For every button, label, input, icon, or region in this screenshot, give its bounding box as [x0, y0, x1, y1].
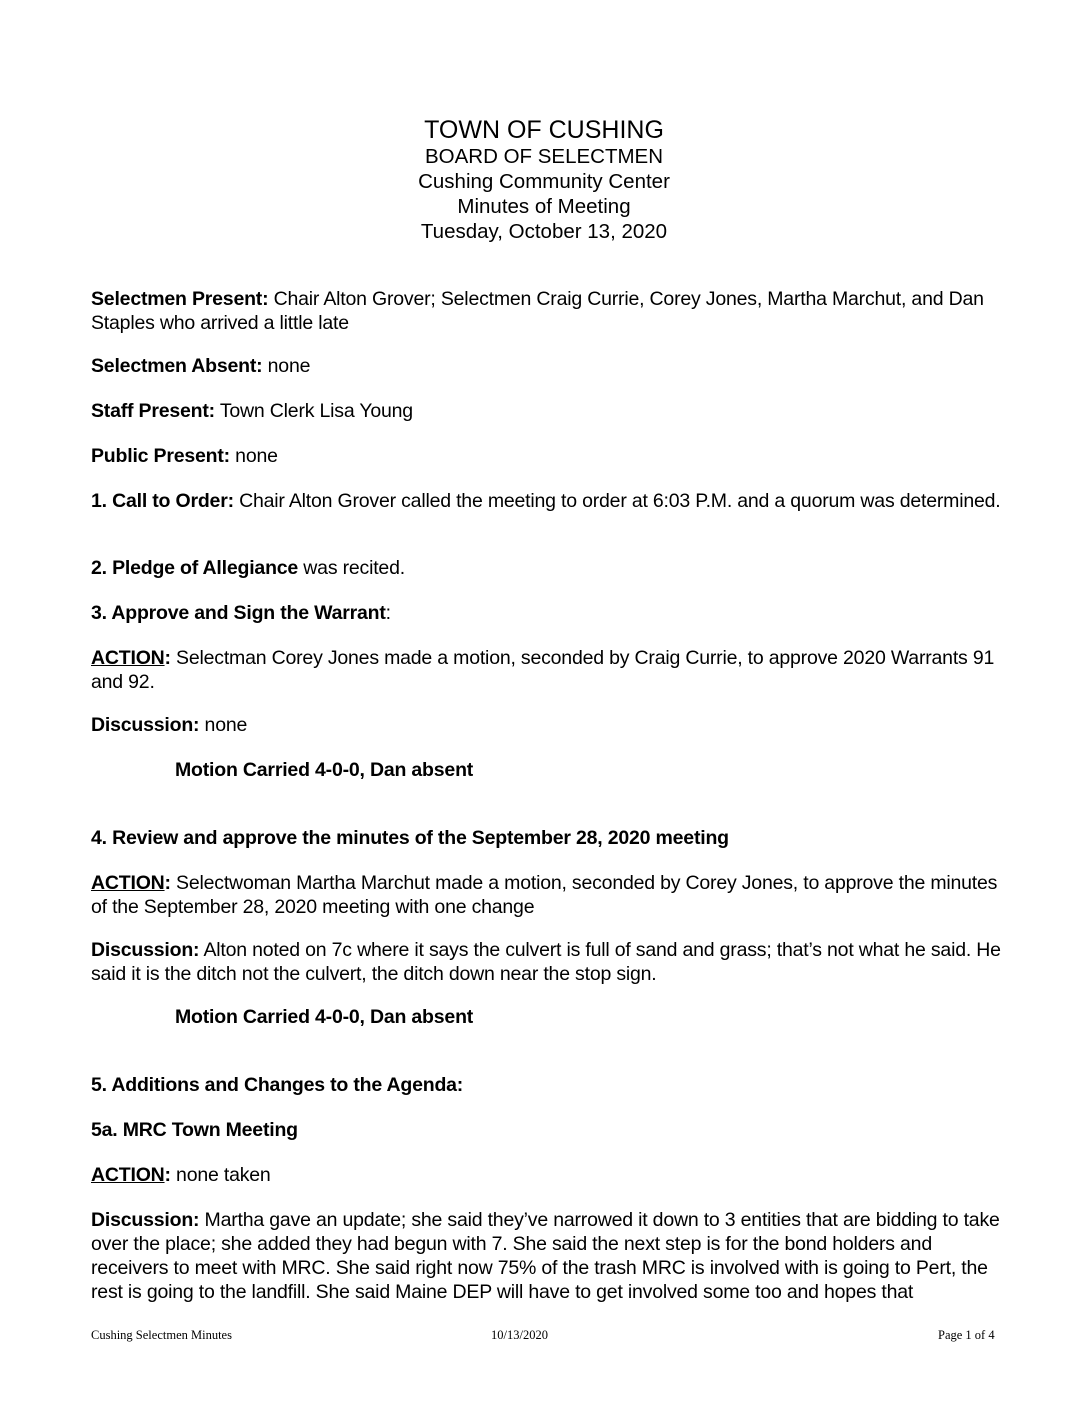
selectmen-present-label: Selectmen Present: — [91, 288, 269, 310]
action-colon: : — [164, 647, 171, 669]
minutes-motion-result: Motion Carried 4-0-0, Dan absent — [175, 1006, 474, 1028]
pledge-of-allegiance — [91, 556, 1011, 580]
action-label: ACTION — [91, 872, 165, 894]
pledge-text: was recited. — [298, 557, 405, 579]
selectmen-absent-value: none — [262, 355, 311, 377]
minutes-action — [91, 871, 1011, 919]
warrant-action-text: Selectman Corey Jones made a motion, seconded by Craig Currie, to approve 2020 Warrants 91 and 92. — [91, 647, 995, 693]
selectmen-absent-label: Selectmen Absent: — [91, 355, 263, 377]
action-label: ACTION — [91, 647, 165, 669]
public-present-value: none — [229, 445, 278, 467]
warrant-action — [91, 646, 1011, 694]
selectmen-present — [91, 287, 1011, 335]
meeting-date: Tuesday, October 13, 2020 — [420, 220, 668, 243]
warrant-heading — [91, 601, 1011, 625]
selectmen-absent — [91, 354, 1011, 378]
mrc-discussion — [91, 1208, 1011, 1304]
action-colon: : — [164, 1164, 171, 1186]
mrc-action-text: none taken — [170, 1164, 271, 1186]
meeting-location: Cushing Community Center — [418, 170, 670, 193]
mrc-heading: 5a. MRC Town Meeting — [91, 1119, 298, 1141]
document-header — [0, 116, 1088, 244]
staff-present-label: Staff Present: — [91, 400, 215, 422]
public-present — [91, 444, 1011, 468]
agenda-changes-heading: 5. Additions and Changes to the Agenda: — [91, 1074, 464, 1096]
discussion-label: Discussion: — [91, 939, 200, 961]
staff-present-value: Town Clerk Lisa Young — [214, 400, 413, 422]
document-type: Minutes of Meeting — [457, 195, 631, 218]
warrant-discussion — [91, 713, 1011, 737]
minutes-discussion — [91, 938, 1011, 986]
board-title: BOARD OF SELECTMEN — [424, 145, 664, 168]
selectmen-present-value: Chair Alton Grover; Selectmen Craig Currie, Corey Jones, Martha Marchut, and Dan Staples who arrived a little late — [91, 288, 984, 334]
action-colon: : — [164, 872, 171, 894]
discussion-label: Discussion: — [91, 1209, 200, 1231]
public-present-label: Public Present: — [91, 445, 230, 467]
action-label: ACTION — [91, 1164, 165, 1186]
discussion-label: Discussion: — [91, 714, 200, 736]
staff-present — [91, 399, 1011, 423]
warrant-heading-colon: : — [385, 602, 391, 624]
warrant-motion-result: Motion Carried 4-0-0, Dan absent — [175, 759, 474, 781]
warrant-discussion-text: none — [199, 714, 248, 736]
warrant-heading-text: 3. Approve and Sign the Warrant — [91, 602, 386, 624]
call-to-order — [91, 489, 1011, 513]
minutes-discussion-text: Alton noted on 7c where it says the culvert is full of sand and grass; that’s not what he said. He said it is the ditch not the culvert, the ditch down near the stop sign. — [91, 939, 1001, 985]
call-to-order-label: 1. Call to Order: — [91, 490, 234, 512]
minutes-review-heading: 4. Review and approve the minutes of the September 28, 2020 meeting — [91, 827, 729, 849]
mrc-action — [91, 1163, 1011, 1187]
pledge-label: 2. Pledge of Allegiance — [91, 557, 299, 579]
town-title: TOWN OF CUSHING — [424, 116, 664, 144]
footer-title: Cushing Selectmen Minutes — [91, 1328, 232, 1342]
footer-date: 10/13/2020 — [491, 1328, 548, 1342]
footer-page-number: Page 1 of 4 — [938, 1328, 995, 1342]
call-to-order-text: Chair Alton Grover called the meeting to order at 6:03 P.M. and a quorum was determined. — [233, 490, 1001, 512]
mrc-discussion-text: Martha gave an update; she said they’ve narrowed it down to 3 entities that are bidding to take over the place; she added they had begun with 7. She said the next step is for the bond holders and receivers to meet with MRC. She said right now 75% of the trash MRC is involved with is going to Pert, the rest is going to the landfill. She said Maine DEP will have to get involved some too and hopes that — [91, 1209, 1000, 1303]
minutes-action-text: Selectwoman Martha Marchut made a motion, seconded by Corey Jones, to approve the minutes of the September 28, 2020 meeting with one change — [91, 872, 998, 918]
